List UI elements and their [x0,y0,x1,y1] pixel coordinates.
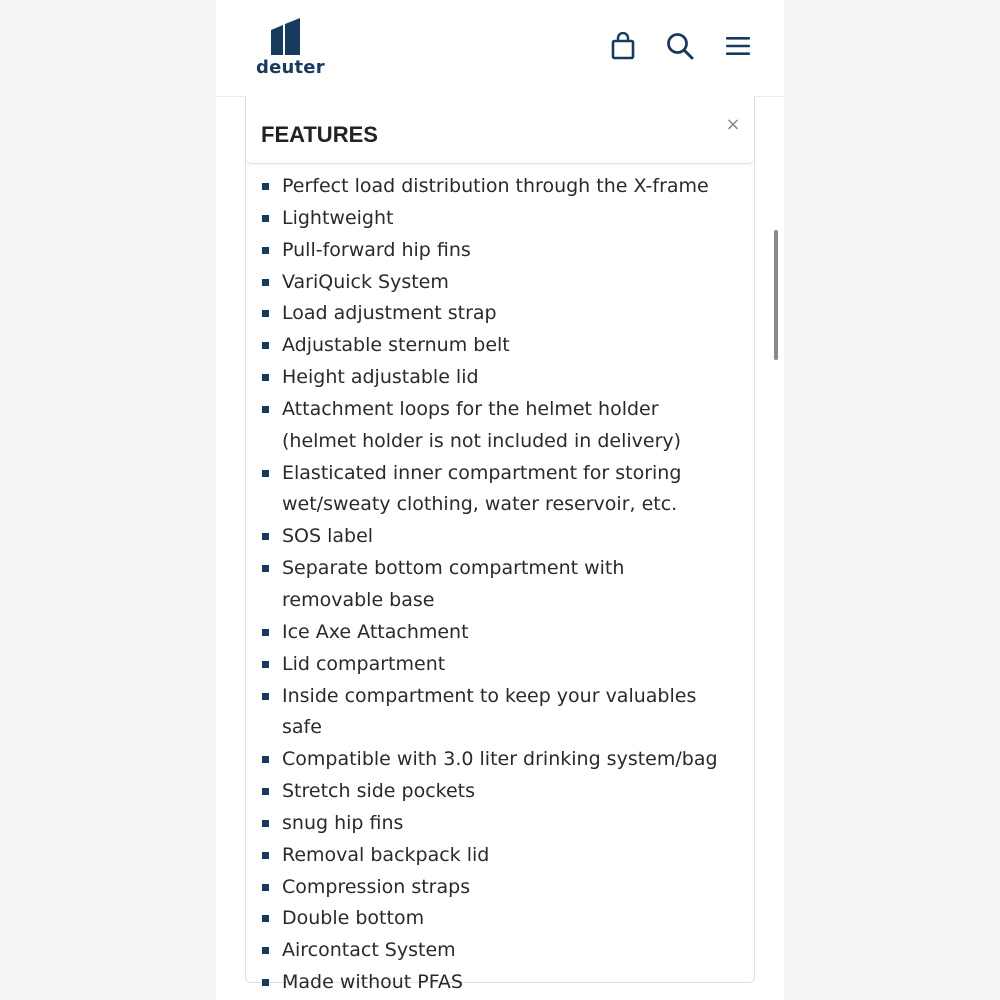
feature-item [261,776,731,808]
bullet-square-icon [262,183,269,190]
feature-item [261,458,731,522]
feature-text: Inside compartment to keep your valuables safe [282,684,697,739]
bullet-square-icon [262,215,269,222]
feature-text: Lightweight [282,206,394,229]
bullet-square-icon [262,979,269,986]
feature-text: Perfect load distribution through the X-frame [282,175,709,197]
bullet-square-icon [262,820,269,827]
scrollbar[interactable] [774,230,778,360]
features-title: FEATURES [261,122,378,147]
search-button[interactable] [662,28,698,64]
deuter-logo[interactable] [256,14,325,80]
bullet-square-icon [262,629,269,636]
bullet-square-icon [262,884,269,891]
feature-item [261,330,731,362]
logo-mark-icon [271,16,305,56]
feature-text: Adjustable sternum belt [282,334,510,357]
bullet-square-icon [262,533,269,540]
bullet-square-icon [262,374,269,381]
shopping-bag-button[interactable] [605,28,641,64]
hamburger-menu-icon [724,34,752,58]
bullet-square-icon [262,852,269,859]
feature-item [261,553,731,617]
feature-text: VariQuick System [282,270,449,293]
feature-item [261,649,731,681]
feature-item [261,935,731,967]
bullet-square-icon [262,693,269,700]
features-panel [245,96,755,994]
feature-text: Pull-forward hip fins [282,238,471,261]
feature-item [261,362,731,394]
feature-text: Compatible with 3.0 liter drinking system/bag [282,748,718,771]
feature-text: Compression straps [282,875,471,898]
feature-item [261,171,731,203]
feature-text: Lid compartment [282,652,446,675]
feature-item [261,903,731,935]
feature-item [261,967,731,999]
site-header [216,0,784,97]
feature-text: Double bottom [282,907,425,930]
bullet-square-icon [262,247,269,254]
close-button[interactable]: × [722,114,744,136]
feature-text: Ice Axe Attachment [282,620,469,643]
feature-text: snug hip fins [282,811,404,834]
feature-text: Separate bottom compartment with removable base [282,557,625,611]
feature-text: Height adjustable lid [282,366,479,389]
feature-item [261,394,731,458]
bullet-square-icon [262,947,269,954]
bullet-square-icon [262,310,269,317]
feature-text: Made without PFAS [282,971,463,994]
menu-button[interactable] [720,28,756,64]
feature-text: Stretch side pockets [282,780,476,803]
logo-wordmark: deuter [256,57,325,78]
bullet-square-icon [262,915,269,922]
search-icon [665,31,695,61]
feature-item [261,235,731,267]
feature-item [261,203,731,235]
feature-item [261,872,731,904]
feature-text: Attachment loops for the helmet holder (helmet holder is not included in delivery) [282,397,682,452]
feature-text: Elasticated inner compartment for storing wet/sweaty clothing, water reservoir, etc. [282,461,682,516]
shopping-bag-icon [611,32,635,60]
bullet-square-icon [262,470,269,477]
feature-text: Aircontact System [282,939,456,962]
bullet-square-icon [262,788,269,795]
feature-item [261,521,731,553]
feature-item [261,840,731,872]
feature-text: Removal backpack lid [282,843,490,866]
feature-text: Load adjustment strap [282,302,497,325]
feature-text: SOS label [282,525,374,548]
features-list [261,171,731,999]
bullet-square-icon [262,661,269,668]
feature-item [261,617,731,649]
bullet-square-icon [262,565,269,572]
mobile-page [216,0,784,1000]
bullet-square-icon [262,342,269,349]
bullet-square-icon [262,279,269,286]
feature-item [261,808,731,840]
bullet-square-icon [262,756,269,763]
feature-item [261,267,731,299]
bullet-square-icon [262,406,269,413]
feature-item [261,298,731,330]
features-panel-header [246,96,754,164]
feature-item [261,744,731,776]
feature-item [261,681,731,745]
